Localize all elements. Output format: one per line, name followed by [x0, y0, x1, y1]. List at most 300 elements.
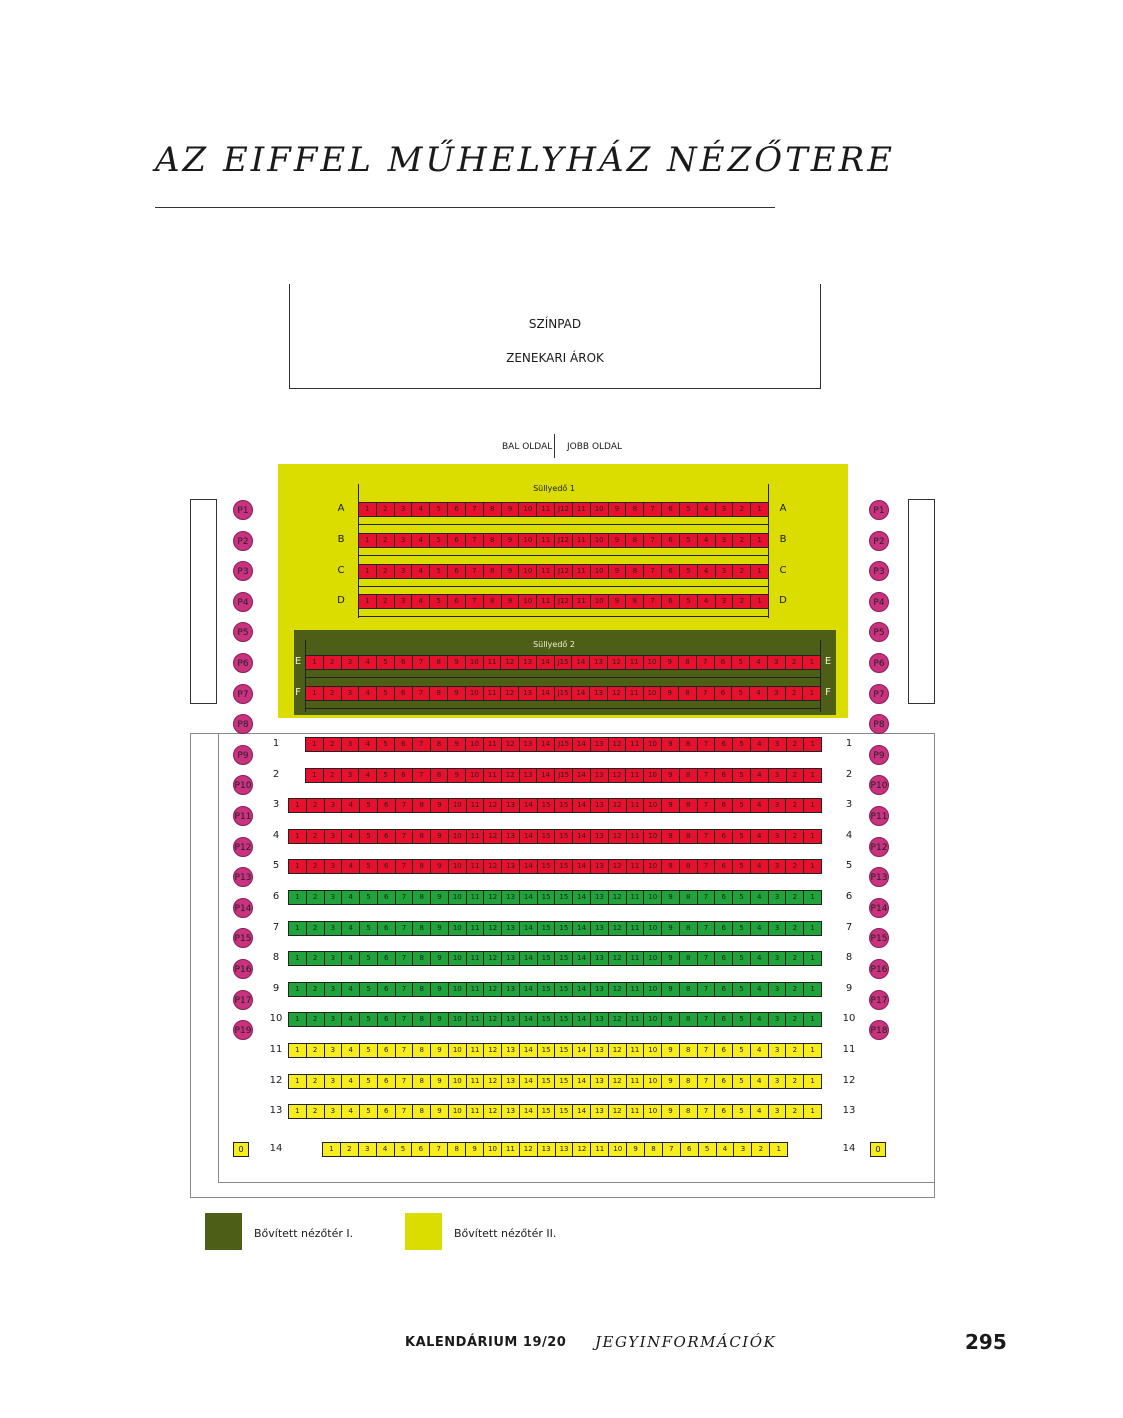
seat[interactable]: 2 [307, 1044, 325, 1057]
seat[interactable]: 8 [413, 922, 431, 935]
seat[interactable]: 14 [537, 738, 555, 751]
seat[interactable]: 9 [662, 830, 680, 843]
seat[interactable]: 15 [555, 1105, 573, 1118]
seat[interactable]: 14 [537, 687, 555, 700]
seat[interactable]: 8 [413, 891, 431, 904]
seat[interactable]: 13 [502, 983, 520, 996]
seat[interactable]: 6 [412, 1143, 430, 1156]
seat[interactable]: 6 [715, 891, 733, 904]
seat[interactable]: 10 [519, 534, 537, 547]
seat[interactable]: 11 [484, 738, 502, 751]
seat[interactable]: 10 [449, 1044, 467, 1057]
seat[interactable]: 7 [396, 983, 414, 996]
seat[interactable]: 10 [466, 738, 484, 751]
seat[interactable]: 11 [591, 1143, 609, 1156]
seat[interactable]: 11 [537, 565, 555, 578]
seat[interactable]: 5 [680, 534, 698, 547]
seat[interactable]: 3 [769, 860, 787, 873]
seat[interactable]: 10 [609, 1143, 627, 1156]
seat[interactable]: 1 [809, 658, 815, 666]
seat[interactable]: 7 [413, 656, 431, 669]
seat[interactable]: 12 [609, 799, 627, 812]
seat[interactable]: 3 [769, 769, 787, 782]
seat[interactable]: 11 [627, 1075, 645, 1088]
seat[interactable]: 5 [733, 891, 751, 904]
seat[interactable]: 5 [360, 891, 378, 904]
seat[interactable]: 1 [306, 769, 324, 782]
seat[interactable]: 7 [466, 534, 484, 547]
seat[interactable]: 9 [609, 565, 627, 578]
seat[interactable]: 6 [448, 595, 466, 608]
seat[interactable]: 3 [395, 595, 413, 608]
seat[interactable]: 6 [715, 738, 733, 751]
seat[interactable]: 6 [715, 860, 733, 873]
seat[interactable]: 5 [377, 769, 395, 782]
seat[interactable]: 2 [377, 534, 395, 547]
seat[interactable]: 15 [538, 983, 556, 996]
seat[interactable]: 10 [449, 799, 467, 812]
seat[interactable]: 5 [733, 983, 751, 996]
seat[interactable]: 14 [520, 952, 538, 965]
seat[interactable]: 5 [732, 656, 750, 669]
seat[interactable]: 4 [359, 769, 377, 782]
seat[interactable]: 2 [307, 1013, 325, 1026]
seat[interactable]: 1 [810, 924, 815, 932]
seat[interactable]: 8 [484, 565, 502, 578]
box-badge-right[interactable]: P12 [869, 837, 889, 857]
seat[interactable]: 13 [502, 1075, 520, 1088]
seat[interactable]: 14 [573, 1075, 591, 1088]
seat[interactable]: 8 [484, 534, 502, 547]
seat[interactable]: 12 [609, 952, 627, 965]
seat[interactable]: 11 [626, 738, 644, 751]
seat[interactable]: 15 [555, 983, 573, 996]
seat[interactable]: 5 [360, 952, 378, 965]
box-badge-right[interactable]: P7 [869, 684, 889, 704]
seat[interactable]: 6 [715, 656, 733, 669]
seat[interactable]: 7 [644, 503, 662, 516]
seat[interactable]: 4 [751, 922, 769, 935]
box-badge-right[interactable]: P3 [869, 561, 889, 581]
seat[interactable]: 13 [591, 922, 609, 935]
seat[interactable]: 11 [502, 1143, 520, 1156]
seat[interactable]: 12 [609, 830, 627, 843]
seat[interactable]: 11 [467, 891, 485, 904]
seat[interactable]: 7 [396, 799, 414, 812]
seat[interactable]: 12 [609, 769, 627, 782]
seat[interactable]: 8 [484, 503, 502, 516]
seat[interactable]: 7 [396, 860, 414, 873]
seat[interactable]: 4 [359, 656, 377, 669]
seat[interactable]: 3 [769, 891, 787, 904]
seat[interactable]: 5 [733, 769, 751, 782]
box-badge-right[interactable]: P17 [869, 990, 889, 1010]
seat[interactable]: 5 [360, 799, 378, 812]
seat[interactable]: 9 [662, 891, 680, 904]
seat[interactable]: 9 [431, 799, 449, 812]
seat[interactable]: 2 [786, 799, 804, 812]
seat[interactable]: 12 [501, 687, 519, 700]
seat[interactable]: 10 [644, 1044, 662, 1057]
seat[interactable]: 4 [359, 738, 377, 751]
seat[interactable]: 4 [342, 891, 360, 904]
seat[interactable]: 14 [573, 1013, 591, 1026]
seat[interactable]: 7 [698, 891, 716, 904]
seat[interactable]: 1 [306, 656, 324, 669]
seat[interactable]: 3 [359, 1143, 377, 1156]
seat[interactable]: 8 [413, 860, 431, 873]
seat[interactable]: 3 [325, 922, 343, 935]
seat[interactable]: 12 [484, 922, 502, 935]
seat[interactable]: 9 [662, 738, 680, 751]
seat[interactable]: 7 [698, 769, 716, 782]
seat[interactable]: 9 [609, 534, 627, 547]
seat[interactable]: 4 [751, 1075, 769, 1088]
box-badge-right[interactable]: P14 [869, 898, 889, 918]
seat[interactable]: 1 [810, 1015, 815, 1023]
seat[interactable]: 7 [697, 656, 715, 669]
seat[interactable]: 13 [519, 687, 537, 700]
seat[interactable]: 6 [715, 830, 733, 843]
seat[interactable]: 4 [342, 1044, 360, 1057]
seat[interactable]: 10 [466, 769, 484, 782]
seat[interactable]: 12 [484, 891, 502, 904]
seat[interactable]: 15 [538, 1075, 556, 1088]
box-badge-right[interactable]: P6 [869, 653, 889, 673]
seat[interactable]: 12 [609, 1105, 627, 1118]
seat[interactable]: 11 [627, 922, 645, 935]
seat[interactable]: 9 [662, 983, 680, 996]
seat[interactable]: 7 [698, 952, 716, 965]
seat[interactable]: 3 [769, 830, 787, 843]
seat[interactable]: 1 [359, 565, 377, 578]
seat[interactable]: 3 [769, 983, 787, 996]
seat[interactable]: 2 [307, 860, 325, 873]
seat[interactable]: 13 [502, 891, 520, 904]
seat[interactable]: 9 [431, 830, 449, 843]
seat[interactable]: 8 [413, 1105, 431, 1118]
seat[interactable]: 6 [378, 1075, 396, 1088]
seat[interactable]: 2 [733, 565, 751, 578]
seat[interactable]: 14 [520, 860, 538, 873]
seat[interactable]: 3 [342, 656, 360, 669]
seat[interactable]: 2 [787, 769, 805, 782]
seat[interactable]: 5 [360, 983, 378, 996]
seat[interactable]: 9 [431, 983, 449, 996]
seat[interactable]: 7 [698, 1075, 716, 1088]
seat[interactable]: 8 [626, 534, 644, 547]
seat[interactable]: 6 [715, 922, 733, 935]
seat[interactable]: 8 [431, 738, 449, 751]
seat[interactable]: 7 [698, 860, 716, 873]
seat[interactable]: 15 [555, 1013, 573, 1026]
seat[interactable]: 15 [555, 860, 573, 873]
seat[interactable]: 3 [342, 769, 360, 782]
seat[interactable]: 5 [395, 1143, 413, 1156]
seat[interactable]: 1 [289, 1044, 307, 1057]
seat[interactable]: 14 [573, 860, 591, 873]
seat[interactable]: 3 [769, 738, 787, 751]
seat[interactable]: 3 [769, 1013, 787, 1026]
seat[interactable]: 15 [538, 891, 556, 904]
seat[interactable]: 13 [520, 738, 538, 751]
box-badge-left[interactable]: P19 [233, 1020, 253, 1040]
seat[interactable]: 15 [555, 830, 573, 843]
seat[interactable]: 12 [609, 1044, 627, 1057]
seat[interactable]: 5 [360, 922, 378, 935]
seat[interactable]: 5 [733, 738, 751, 751]
seat[interactable]: 7 [413, 769, 431, 782]
box-badge-right[interactable]: P11 [869, 806, 889, 826]
seat[interactable]: 5 [430, 503, 448, 516]
seat[interactable]: 11 [626, 687, 644, 700]
seat[interactable]: 1 [323, 1143, 341, 1156]
seat[interactable]: 6 [715, 1044, 733, 1057]
seat[interactable]: 12 [608, 656, 626, 669]
seat[interactable]: 1 [289, 799, 307, 812]
seat[interactable]: 3 [769, 799, 787, 812]
seat[interactable]: 9 [662, 922, 680, 935]
seat[interactable]: 3 [769, 922, 787, 935]
seat[interactable]: 3 [325, 860, 343, 873]
seat[interactable]: 7 [698, 799, 716, 812]
seat[interactable]: 10 [591, 534, 609, 547]
seat[interactable]: 8 [413, 799, 431, 812]
seat[interactable]: 1 [289, 860, 307, 873]
seat[interactable]: 14 [573, 891, 591, 904]
seat[interactable]: 6 [378, 830, 396, 843]
seat[interactable]: 14 [573, 799, 591, 812]
seat[interactable]: 5 [377, 656, 395, 669]
box-badge-left[interactable]: P13 [233, 867, 253, 887]
seat[interactable]: 11 [573, 595, 591, 608]
seat[interactable]: 4 [717, 1143, 735, 1156]
seat[interactable]: 7 [396, 922, 414, 935]
seat[interactable]: 12 [573, 1143, 591, 1156]
seat[interactable]: 9 [431, 1075, 449, 1088]
seat[interactable]: 4 [342, 830, 360, 843]
seat[interactable]: 7 [466, 565, 484, 578]
seat[interactable]: 5 [360, 1105, 378, 1118]
seat[interactable]: 2 [377, 503, 395, 516]
seat[interactable]: 12 [484, 1044, 502, 1057]
seat[interactable]: 2 [786, 1013, 804, 1026]
seat[interactable]: 14 [572, 687, 590, 700]
seat[interactable]: 11 [627, 830, 645, 843]
seat[interactable]: 13 [591, 983, 609, 996]
seat[interactable]: 1 [810, 1077, 815, 1085]
seat[interactable]: 10 [449, 891, 467, 904]
seat[interactable]: 13 [591, 1105, 609, 1118]
seat[interactable]: 5 [733, 922, 751, 935]
seat[interactable]: 12 [484, 1105, 502, 1118]
seat[interactable]: 13 [519, 656, 537, 669]
seat[interactable]: 5 [360, 1013, 378, 1026]
seat[interactable]: 12 [609, 1013, 627, 1026]
seat[interactable]: 1 [810, 740, 815, 748]
seat[interactable]: 1 [757, 597, 762, 605]
seat[interactable]: 1 [306, 687, 324, 700]
seat[interactable]: 4 [751, 1105, 769, 1118]
seat[interactable]: 9 [431, 1013, 449, 1026]
seat[interactable]: 4 [750, 656, 768, 669]
seat[interactable]: 13 [591, 891, 609, 904]
seat[interactable]: 3 [768, 656, 786, 669]
box-badge-left[interactable]: P1 [233, 500, 253, 520]
seat[interactable]: 11 [573, 534, 591, 547]
seat[interactable]: 5 [699, 1143, 717, 1156]
seat[interactable]: 3 [769, 1075, 787, 1088]
seat[interactable]: 4 [342, 983, 360, 996]
seat[interactable]: 8 [413, 952, 431, 965]
seat[interactable]: 14 [520, 799, 538, 812]
seat[interactable]: 7 [396, 1013, 414, 1026]
seat[interactable]: 2 [324, 769, 342, 782]
seat[interactable]: 2 [752, 1143, 770, 1156]
seat[interactable]: J12 [555, 595, 573, 608]
seat[interactable]: 4 [751, 891, 769, 904]
seat[interactable]: 11 [627, 1044, 645, 1057]
seat[interactable]: 2 [307, 922, 325, 935]
seat[interactable]: 11 [467, 922, 485, 935]
seat[interactable]: 4 [342, 860, 360, 873]
seat[interactable]: 10 [644, 656, 662, 669]
seat[interactable]: 5 [732, 687, 750, 700]
seat[interactable]: J15 [555, 738, 573, 751]
seat[interactable]: 10 [644, 738, 662, 751]
seat[interactable]: 10 [449, 922, 467, 935]
seat[interactable]: 6 [715, 1105, 733, 1118]
seat[interactable]: 4 [698, 503, 716, 516]
seat[interactable]: 10 [591, 503, 609, 516]
seat[interactable]: 13 [591, 952, 609, 965]
seat[interactable]: 12 [484, 952, 502, 965]
seat[interactable]: 2 [786, 1044, 804, 1057]
seat[interactable]: 14 [573, 922, 591, 935]
seat[interactable]: 3 [325, 1013, 343, 1026]
seat[interactable]: 5 [360, 860, 378, 873]
box-badge-right[interactable]: P1 [869, 500, 889, 520]
seat[interactable]: 2 [324, 738, 342, 751]
seat[interactable]: 6 [715, 1075, 733, 1088]
seat[interactable]: 11 [573, 565, 591, 578]
seat[interactable]: 5 [360, 1075, 378, 1088]
seat[interactable]: 4 [342, 952, 360, 965]
seat[interactable]: 5 [360, 830, 378, 843]
seat[interactable]: 12 [609, 891, 627, 904]
seat[interactable]: 2 [786, 983, 804, 996]
seat[interactable]: 1 [289, 983, 307, 996]
seat[interactable]: 2 [377, 595, 395, 608]
seat[interactable]: 8 [645, 1143, 663, 1156]
seat[interactable]: 4 [751, 799, 769, 812]
seat[interactable]: 5 [680, 503, 698, 516]
seat[interactable]: 8 [484, 595, 502, 608]
seat[interactable]: 14 [520, 1075, 538, 1088]
seat[interactable]: 10 [449, 983, 467, 996]
seat[interactable]: 7 [644, 595, 662, 608]
seat[interactable]: 9 [662, 1075, 680, 1088]
seat[interactable]: 1 [359, 595, 377, 608]
seat[interactable]: 13 [502, 952, 520, 965]
seat[interactable]: 7 [698, 1105, 716, 1118]
seat[interactable]: 13 [591, 769, 609, 782]
seat[interactable]: 2 [307, 891, 325, 904]
seat[interactable]: 13 [590, 687, 608, 700]
seat[interactable]: 14 [520, 983, 538, 996]
seat[interactable]: 15 [538, 799, 556, 812]
seat[interactable]: 7 [396, 891, 414, 904]
seat[interactable]: 6 [715, 799, 733, 812]
seat[interactable]: 7 [697, 687, 715, 700]
seat[interactable]: 12 [502, 769, 520, 782]
seat[interactable]: 1 [810, 1046, 815, 1054]
seat[interactable]: J12 [555, 534, 573, 547]
seat[interactable]: 15 [555, 799, 573, 812]
seat[interactable]: 15 [538, 922, 556, 935]
seat[interactable]: 2 [307, 983, 325, 996]
seat[interactable]: 9 [431, 860, 449, 873]
seat[interactable]: 3 [342, 687, 360, 700]
seat[interactable]: 10 [644, 830, 662, 843]
seat[interactable]: 11 [627, 860, 645, 873]
seat[interactable]: 12 [609, 922, 627, 935]
seat[interactable]: 13 [502, 1105, 520, 1118]
seat[interactable]: 10 [644, 891, 662, 904]
seat[interactable]: 2 [377, 565, 395, 578]
seat[interactable]: 8 [680, 799, 698, 812]
seat[interactable]: 6 [681, 1143, 699, 1156]
seat[interactable]: J15 [555, 656, 573, 669]
box-badge-right[interactable]: P5 [869, 622, 889, 642]
seat[interactable]: 11 [627, 1013, 645, 1026]
seat[interactable]: 11 [484, 769, 502, 782]
seat[interactable]: 1 [810, 771, 815, 779]
seat[interactable]: 5 [733, 799, 751, 812]
seat[interactable]: 12 [502, 738, 520, 751]
seat[interactable]: 9 [502, 534, 520, 547]
seat[interactable]: 6 [378, 952, 396, 965]
seat[interactable]: 6 [378, 922, 396, 935]
seat[interactable]: J12 [555, 503, 573, 516]
box-badge-left[interactable]: P2 [233, 531, 253, 551]
seat[interactable]: 1 [810, 985, 815, 993]
seat[interactable]: 1 [289, 1013, 307, 1026]
seat[interactable]: 11 [626, 769, 644, 782]
extra-seat-left[interactable]: 0 [233, 1142, 249, 1157]
seat[interactable]: 3 [325, 952, 343, 965]
seat[interactable]: 8 [680, 1105, 698, 1118]
seat[interactable]: 9 [662, 952, 680, 965]
seat[interactable]: 3 [716, 503, 734, 516]
seat[interactable]: 3 [716, 565, 734, 578]
seat[interactable]: 6 [378, 1044, 396, 1057]
seat[interactable]: 8 [680, 860, 698, 873]
seat[interactable]: 12 [608, 687, 626, 700]
seat[interactable]: 3 [395, 565, 413, 578]
seat[interactable]: 8 [680, 738, 698, 751]
seat[interactable]: 1 [289, 952, 307, 965]
box-badge-right[interactable]: P4 [869, 592, 889, 612]
seat[interactable]: 3 [395, 503, 413, 516]
seat[interactable]: 11 [573, 503, 591, 516]
seat[interactable]: 7 [698, 738, 716, 751]
seat[interactable]: 3 [716, 534, 734, 547]
seat[interactable]: 7 [644, 565, 662, 578]
seat[interactable]: 6 [715, 1013, 733, 1026]
seat[interactable]: 11 [467, 952, 485, 965]
seat[interactable]: 4 [342, 922, 360, 935]
